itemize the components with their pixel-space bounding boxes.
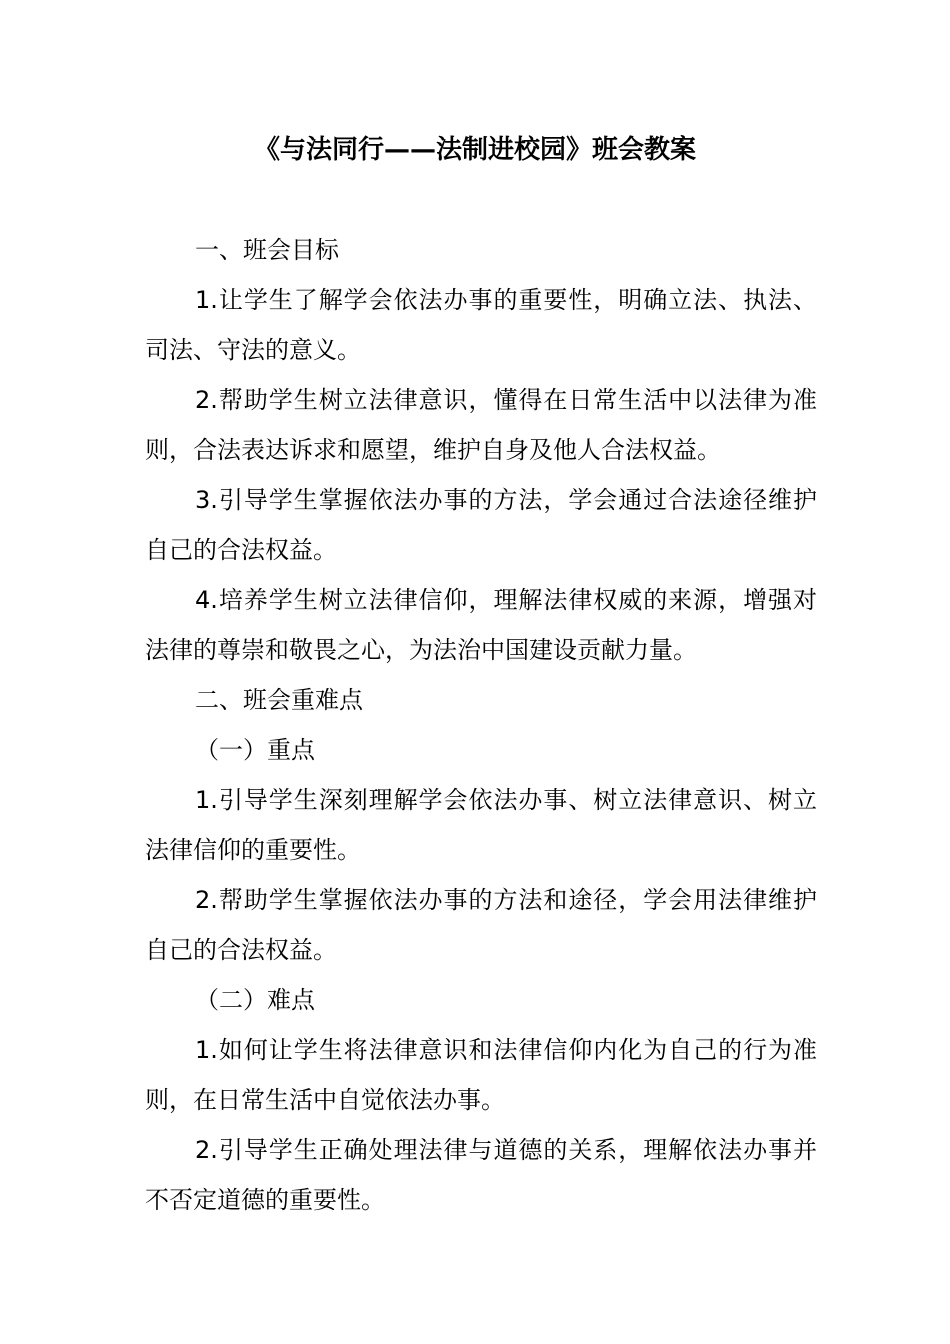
- section-heading-objectives: 一、班会目标: [195, 236, 339, 264]
- objective-item-4: 4.培养学生树立法律信仰，理解法律权威的来源，增强对法律的尊崇和敬畏之心，为法治中国建设贡献力量。: [145, 586, 817, 664]
- key-point-item-1: 1.引导学生深刻理解学会依法办事、树立法律意识、树立法律信仰的重要性。: [145, 786, 817, 864]
- difficulty-item-1: 1.如何让学生将法律意识和法律信仰内化为自己的行为准则，在日常生活中自觉依法办事。: [145, 1036, 817, 1114]
- key-point-item-2: 2.帮助学生掌握依法办事的方法和途径，学会用法律维护自己的合法权益。: [145, 886, 817, 964]
- objective-item-2: 2.帮助学生树立法律意识，懂得在日常生活中以法律为准则，合法表达诉求和愿望，维护自身及他人合法权益。: [145, 386, 817, 464]
- document-title: 《与法同行——法制进校园》班会教案: [253, 135, 696, 165]
- subheading-difficulties: （二）难点: [195, 986, 315, 1014]
- subheading-key-points: （一）重点: [195, 736, 315, 764]
- objective-item-3: 3.引导学生掌握依法办事的方法，学会通过合法途径维护自己的合法权益。: [145, 486, 817, 564]
- difficulty-item-2: 2.引导学生正确处理法律与道德的关系，理解依法办事并不否定道德的重要性。: [145, 1136, 817, 1214]
- section-heading-key-points: 二、班会重难点: [195, 686, 363, 714]
- document-body: [145, 225, 817, 1225]
- objective-item-1: 1.让学生了解学会依法办事的重要性，明确立法、执法、司法、守法的意义。: [145, 286, 817, 364]
